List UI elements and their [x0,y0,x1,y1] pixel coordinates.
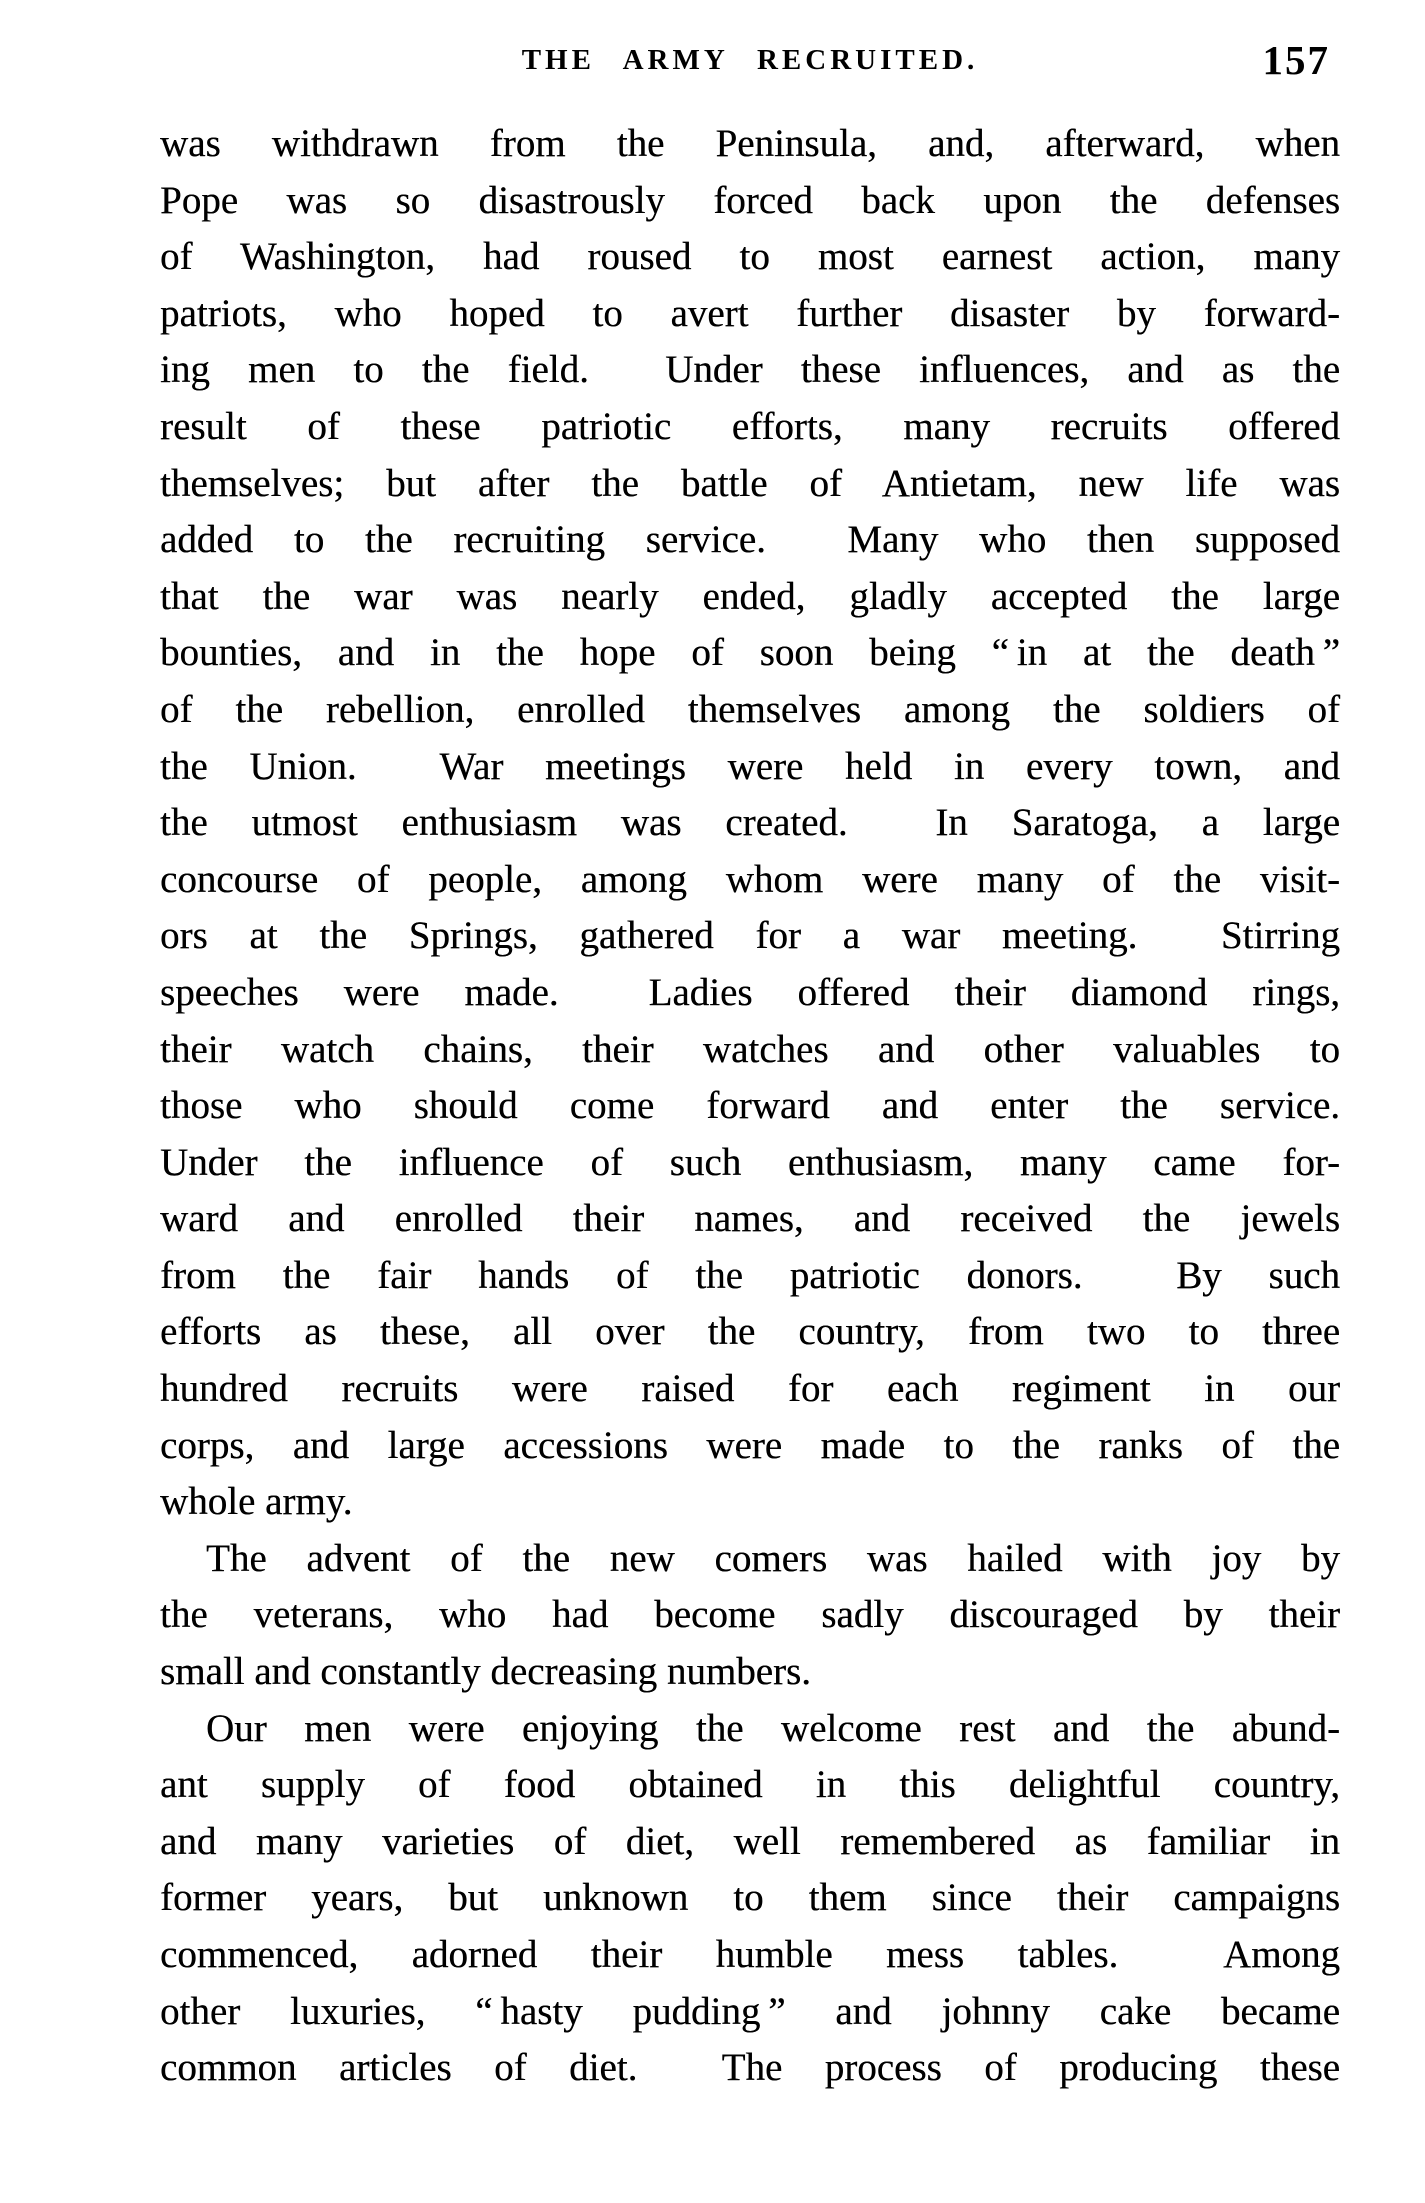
text-line: their watch chains, their watches and other valuables to [160,1027,1340,1071]
text-line: hundred recruits were raised for each regiment in our [160,1367,1340,1411]
text-line-paragraph-start: Our men were enjoying the welcome rest and the abund- [206,1706,1340,1750]
text-line: ward and enrolled their names, and received the jewels [160,1197,1340,1241]
text-line: Pope was so disastrously forced back upon the defenses [160,178,1340,222]
text-line: the veterans, who had become sadly discouraged by their [160,1593,1340,1637]
text-line: corps, and large accessions were made to the ranks of the [160,1423,1340,1467]
running-title: THE ARMY RECRUITED. [521,44,979,76]
text-line-paragraph-end: small and constantly decreasing numbers. [160,1650,811,1694]
text-line: common articles of diet. The process of producing these [160,2046,1340,2090]
text-line: from the fair hands of the patriotic donors. By such [160,1253,1340,1297]
text-line: Under the influence of such enthusiasm, many came for- [160,1140,1340,1184]
text-line: of Washington, had roused to most earnest action, many [160,235,1340,279]
text-line: and many varieties of diet, well remembered as familiar in [160,1819,1340,1863]
text-line: efforts as these, all over the country, from two to three [160,1310,1340,1354]
text-line: other luxuries, “ hasty pudding ” and johnny cake became [160,1989,1340,2033]
text-line: ors at the Springs, gathered for a war meeting. Stirring [160,914,1340,958]
page-number: 157 [1262,37,1330,83]
text-line: those who should come forward and enter the service. [160,1084,1340,1128]
text-line-paragraph-end: whole army. [160,1480,353,1524]
text-line: speeches were made. Ladies offered their diamond rings, [160,970,1340,1014]
page-header [160,37,1340,83]
text-line: ant supply of food obtained in this delightful country, [160,1763,1340,1807]
text-line: result of these patriotic efforts, many recruits offered [160,404,1340,448]
page-body [160,116,1340,2097]
text-line: former years, but unknown to them since their campaigns [160,1876,1340,1920]
text-line: concourse of people, among whom were many of the visit- [160,857,1340,901]
text-line: that the war was nearly ended, gladly accepted the large [160,574,1340,618]
text-line: ing men to the field. Under these influences, and as the [160,348,1340,392]
text-line: patriots, who hoped to avert further disaster by forward- [160,291,1340,335]
text-line: the utmost enthusiasm was created. In Saratoga, a large [160,801,1340,845]
text-line: was withdrawn from the Peninsula, and, afterward, when [160,122,1340,165]
text-line: bounties, and in the hope of soon being “ in at the death ” [160,631,1340,675]
text-line: of the rebellion, enrolled themselves among the soldiers of [160,687,1340,731]
text-line: added to the recruiting service. Many who then supposed [160,518,1340,562]
text-line: commenced, adorned their humble mess tables. Among [160,1933,1340,1976]
text-line-paragraph-start: The advent of the new comers was hailed with joy by [206,1536,1340,1580]
text-line: themselves; but after the battle of Antietam, new life was [160,461,1340,505]
text-line: the Union. War meetings were held in every town, and [160,744,1340,788]
